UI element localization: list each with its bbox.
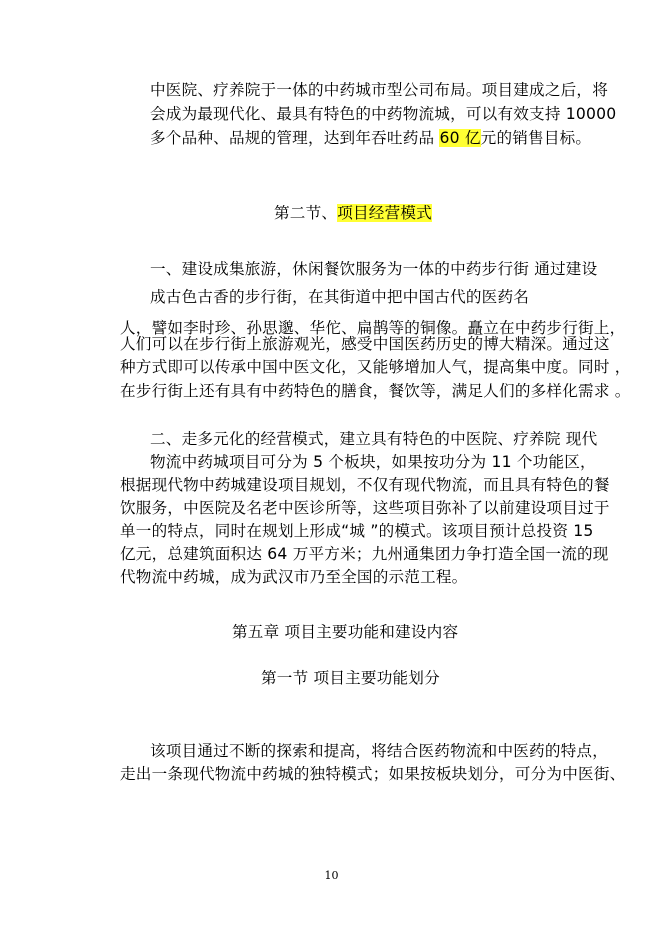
para-last-line-1: 该项目通过不断的探索和提高，将结合医药物流和中医药的特点， [150,742,609,760]
para1-line-2: 会成为最现代化、最具有特色的中药物流城，可以有效支持 10000 [150,105,617,123]
item2-line-3: 根据现代物中药城建设项目规划，不仅有现代物流，而且具有特色的餐 [120,476,610,494]
item1-line-2: 成古色古香的步行街，在其街道中把中国古代的医药名 [150,288,530,306]
para1-line-3-text-b: 元的销售目标。 [480,129,592,147]
section-heading-functions: 第一节 项目主要功能划分 [261,669,440,687]
section-heading-title: 项目经营模式 [337,204,432,222]
para1-line-3-text-a: 多个品种、品规的管理，达到年吞吐药品 [150,129,440,147]
item2-line-2: 物流中药城项目可分为 5 个板块，如果按功分为 11 个功能区， [150,453,596,471]
section-heading-prefix: 第二节、 [274,204,338,222]
item2-line-5: 单一的特点，同时在规划上形成“城 ”的模式。该项目预计总投资 15 [120,522,594,540]
item2-line-1: 二、走多元化的经营模式，建立具有特色的中医院、疗养院 现代 [150,430,598,448]
chapter-heading: 第五章 项目主要功能和建设内容 [232,623,459,641]
item2-line-4: 饮服务，中医院及名老中医诊所等，这些项目弥补了以前建设项目过于 [120,499,610,517]
item2-line-7: 代物流中药城，成为武汉市乃至全国的示范工程。 [120,568,468,586]
page-number: 10 [324,869,339,882]
item2-line-6: 亿元，总建筑面积达 64 万平方米；九州通集团力争打造全国一流的现 [120,545,609,563]
item1-line-5: 种方式即可以传承中国中医文化，又能够增加人气，提高集中度。同时 ， [120,358,631,376]
section-heading-business-model [274,202,432,224]
para1-line-1: 中医院、疗养院于一体的中药城市型公司布局。项目建成之后，将 [150,81,609,99]
highlighted-amount: 60 亿 [439,129,481,147]
para-last-line-2: 走出一条现代物流中药城的独特模式；如果按板块划分，可分为中医街、 [120,765,626,783]
item1-line-1: 一、建设成集旅游，休闲餐饮服务为一体的中药步行街 通过建设 [150,260,598,278]
item1-line-4: 人们可以在步行街上旅游观光，感受中国医药历史的博大精深。通过这 [120,335,610,353]
item1-line-6: 在步行街上还有具有中药特色的膳食，餐饮等，满足人们的多样化需求 。 [120,382,631,400]
para1-line-3 [150,127,591,149]
item1-line-3: 人，譬如李时珍、孙思邈、华佗、扁鹊等的铜像。矗立在中药步行街上， [120,319,626,337]
